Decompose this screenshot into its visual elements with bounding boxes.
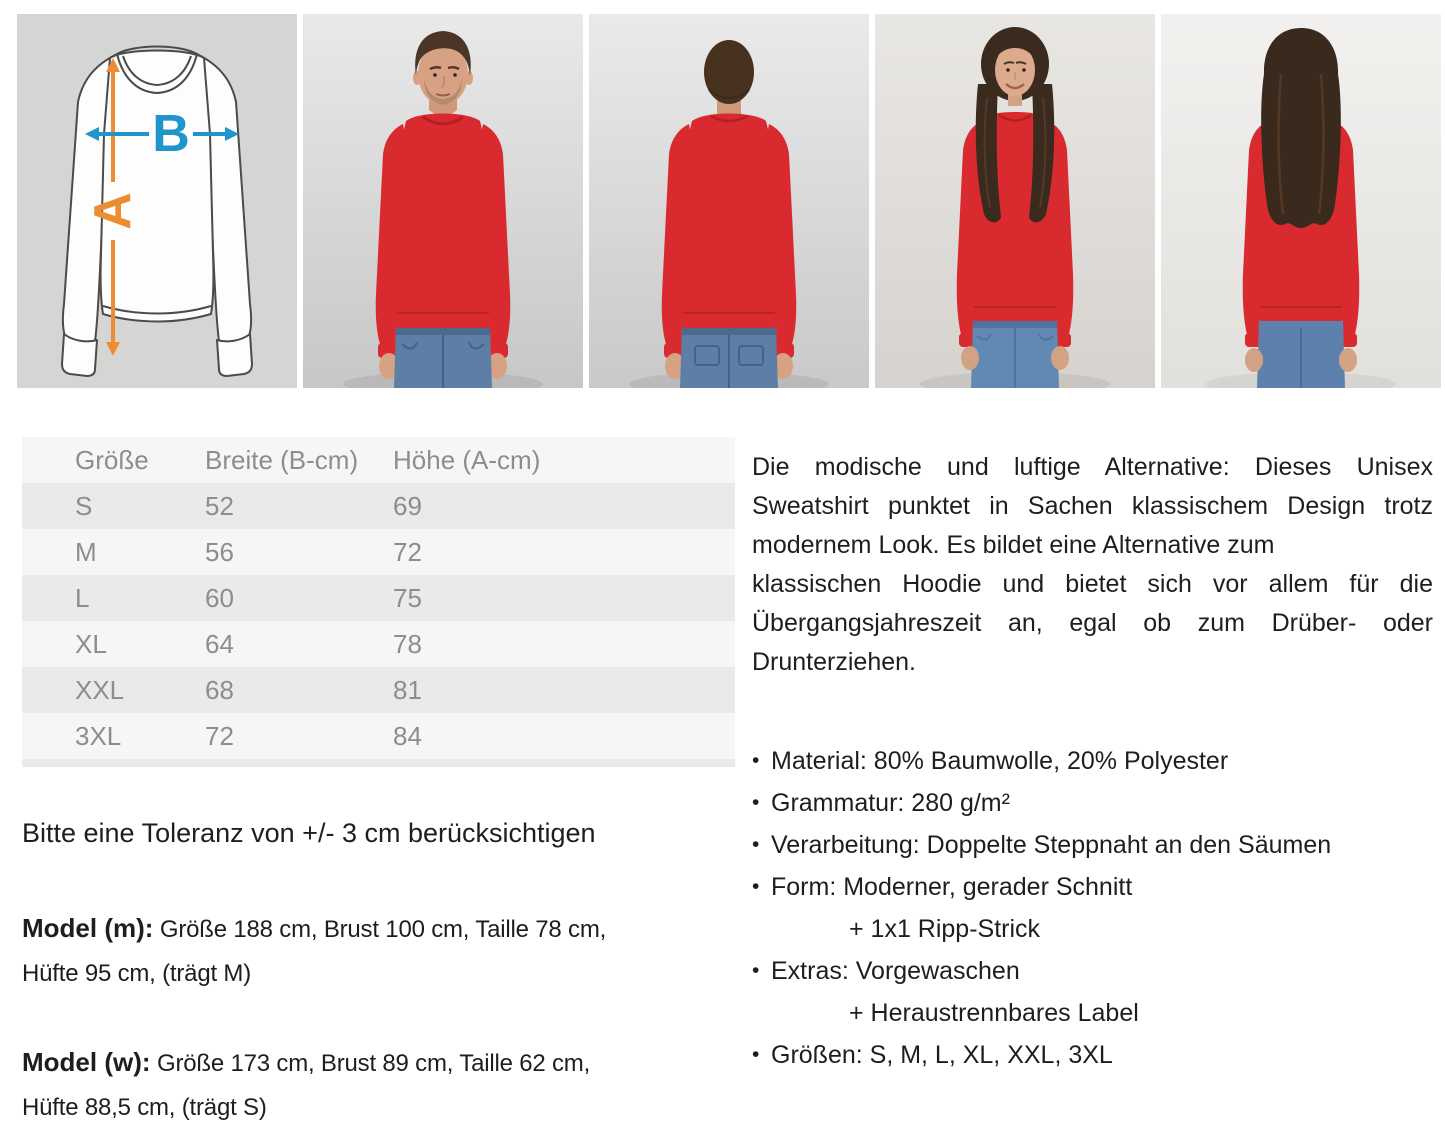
description-line: klassischen Hoodie und bietet sich vor allem für die: [752, 570, 1433, 598]
bullet-dot: •: [752, 875, 760, 898]
header-hoehe: Höhe (A-cm): [393, 445, 541, 475]
spec-item: [752, 1034, 1433, 1076]
hand-left: [961, 346, 979, 370]
spec-text: Verarbeitung: Doppelte Steppnaht an den Säumen: [771, 831, 1332, 859]
product-image-gallery: [17, 14, 1441, 388]
description-line: Drunterziehen.: [752, 648, 916, 676]
table-row: [22, 713, 735, 759]
table-row: [22, 483, 735, 529]
spec-item: [752, 950, 1433, 992]
spec-item-continuation: [752, 908, 1433, 950]
table-row: [22, 529, 735, 575]
cell-breite: 52: [205, 491, 234, 521]
eye-right: [1022, 68, 1025, 71]
description-line: modernem Look. Es bildet eine Alternative zum: [752, 531, 1275, 559]
table-row: [22, 667, 735, 713]
description-line: Sweatshirt punktet in Sachen klassischem Design trotz: [752, 492, 1433, 520]
eye-left: [1006, 68, 1009, 71]
spec-text: Größen: S, M, L, XL, XXL, 3XL: [771, 1041, 1113, 1069]
cell-breite: 64: [205, 629, 234, 659]
bullet-dot: •: [752, 1043, 760, 1066]
photo-female-front: [875, 14, 1155, 388]
torso: [396, 114, 490, 319]
description-line: Übergangsjahreszeit an, egal ob zum Drüber- oder: [752, 609, 1433, 637]
cell-size: L: [75, 583, 90, 613]
table-row: [22, 575, 735, 621]
header-groesse: Größe: [75, 445, 149, 475]
spec-text: Form: Moderner, gerader Schnitt: [771, 873, 1133, 901]
jeans-waistband: [973, 320, 1057, 328]
cell-size: M: [75, 537, 97, 567]
arrow-b-label: B: [152, 105, 190, 163]
product-spec-list: [752, 740, 1433, 1076]
spec-item-continuation: [752, 992, 1433, 1034]
model-w-label: Model (w):: [22, 1047, 151, 1077]
spec-item: [752, 782, 1433, 824]
model-female-measurements: [22, 1040, 738, 1130]
arrow-b-line-left: [99, 132, 149, 136]
bullet-dot: •: [752, 959, 760, 982]
torso: [682, 114, 776, 319]
spec-text: + Heraustrennbares Label: [849, 999, 1139, 1027]
photo-male-front: [303, 14, 583, 388]
model-m-label: Model (m):: [22, 913, 154, 943]
cell-hoehe: 78: [393, 629, 422, 659]
cell-size: XXL: [75, 675, 125, 705]
cell-hoehe: 72: [393, 537, 422, 567]
hair-back: [704, 40, 754, 104]
spec-item: [752, 866, 1433, 908]
hand-right: [1339, 348, 1357, 372]
right-cuff-outline: [217, 334, 252, 376]
size-table-header-row: [22, 437, 735, 483]
photo-male-back: [589, 14, 869, 388]
cell-breite: 68: [205, 675, 234, 705]
photo-male-back-svg: [589, 14, 869, 388]
cell-hoehe: 75: [393, 583, 422, 613]
spec-text: Material: 80% Baumwolle, 20% Polyester: [771, 747, 1229, 775]
arrow-a-line-top: [111, 72, 115, 182]
cell-hoehe: 81: [393, 675, 422, 705]
eye-left: [433, 73, 437, 77]
photo-female-back-svg: [1161, 14, 1441, 388]
size-table: [22, 437, 735, 767]
header-breite: Breite (B-cm): [205, 445, 359, 475]
spec-item: [752, 740, 1433, 782]
table-row: [22, 621, 735, 667]
description-line: Die modische und luftige Alternative: Dieses Unisex: [752, 453, 1433, 481]
spec-text: Extras: Vorgewaschen: [771, 957, 1020, 985]
model-male-measurements: [22, 906, 738, 996]
bullet-dot: •: [752, 833, 760, 856]
cell-breite: 60: [205, 583, 234, 613]
photo-male-front-svg: [303, 14, 583, 388]
model-m-line2: Hüfte 95 cm, (trägt M): [22, 960, 251, 987]
model-w-line1: Größe 173 cm, Brust 89 cm, Taille 62 cm,: [157, 1050, 591, 1077]
spec-text: + 1x1 Ripp-Strick: [849, 915, 1041, 943]
cell-size: XL: [75, 629, 107, 659]
spec-text: Grammatur: 280 g/m²: [771, 789, 1010, 817]
bullet-dot: •: [752, 791, 760, 814]
arrow-b-line-right: [193, 132, 225, 136]
tolerance-note: Bitte eine Toleranz von +/- 3 cm berücksichtigen: [22, 818, 596, 848]
photo-female-back: [1161, 14, 1441, 388]
table-bottom-strip: [22, 759, 735, 767]
cell-hoehe: 69: [393, 491, 422, 521]
hand-left: [1245, 348, 1263, 372]
hair-back: [1261, 28, 1341, 228]
cell-size: S: [75, 491, 93, 521]
photo-female-front-svg: [875, 14, 1155, 388]
size-diagram-panel: [17, 14, 297, 388]
left-cuff-outline: [62, 334, 97, 376]
size-diagram-illustration: [17, 14, 297, 388]
torso-outline: [101, 51, 214, 322]
hand-right: [1051, 346, 1069, 370]
eye-right: [453, 73, 457, 77]
cell-breite: 56: [205, 537, 234, 567]
spec-item: [752, 824, 1433, 866]
model-w-line2: Hüfte 88,5 cm, (trägt S): [22, 1094, 267, 1121]
arrow-a-line-bottom: [111, 240, 115, 342]
product-description: [752, 448, 1433, 682]
bullet-dot: •: [752, 749, 760, 772]
cell-size: 3XL: [75, 721, 122, 751]
cell-hoehe: 84: [393, 721, 422, 751]
cell-breite: 72: [205, 721, 234, 751]
model-m-line1: Größe 188 cm, Brust 100 cm, Taille 78 cm,: [159, 916, 607, 943]
arrow-a-label: A: [84, 192, 142, 230]
